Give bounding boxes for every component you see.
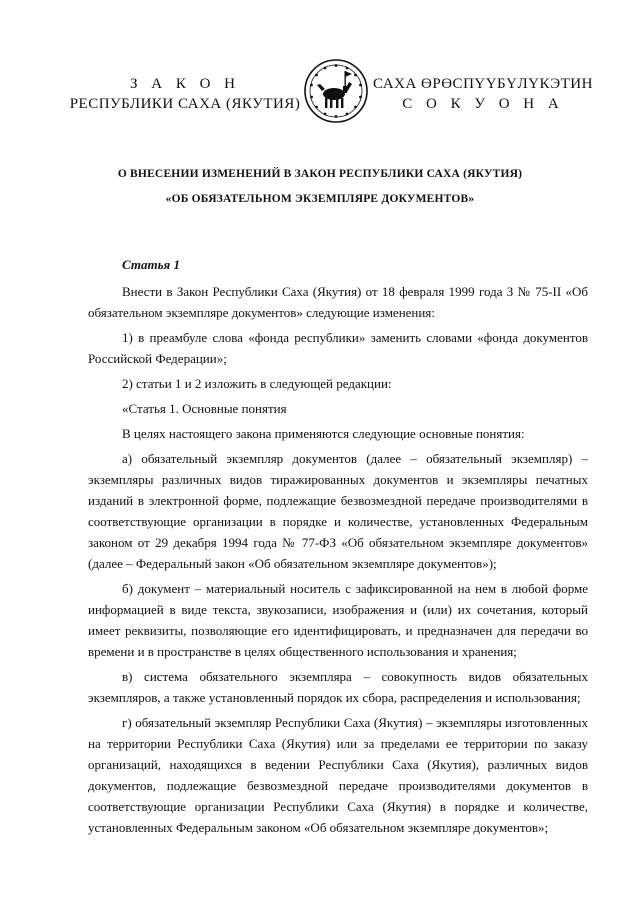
- coat-of-arms-icon: [303, 58, 369, 124]
- header-right: [368, 74, 598, 114]
- header-republic-name: РЕСПУБЛИКИ САХА (ЯКУТИЯ): [69, 96, 301, 112]
- paragraph: В целях настоящего закона применяются следующие основные понятия:: [122, 426, 525, 441]
- paragraph: б) документ – материальный носитель с зафиксированной на нем в любой форме информацией в виде текста, звукозаписи, изображения и (или) их сочетания, который имеет реквизиты, позволяющие его идентифицировать, и предназначен для передачи во времени и в пространстве в целях общественного использования и хранения;: [88, 581, 588, 659]
- paragraph: г) обязательный экземпляр Республики Саха (Якутия) – экземпляры изготовленных на территории Республики Саха (Якутия) или за пределами ее территории по заказу организаций, находящихся в ведении Республики Саха (Якутия), различных видов документов, подлежащие безвозмездной передаче производителями документов в соответствующие организации Республики Саха (Якутия) в порядке и количестве, установленных Федеральным законом «Об обязательном экземпляре документов»;: [88, 715, 588, 835]
- paragraph: «Статья 1. Основные понятия: [122, 401, 287, 416]
- document-title: О ВНЕСЕНИИ ИЗМЕНЕНИЙ В ЗАКОН РЕСПУБЛИКИ САХА (ЯКУТИЯ): [117, 168, 523, 180]
- paragraph: в) система обязательного экземпляра – совокупность видов обязательных экземпляров, а также установленный порядок их сбора, распределения и использования;: [88, 669, 588, 705]
- document-title-law-name: «ОБ ОБЯЗАТЕЛЬНОМ ЭКЗЕМПЛЯРЕ ДОКУМЕНТОВ»: [165, 193, 475, 205]
- header-republic-name-yakut: САХА ӨРӨСПҮҮБҮЛҮКЭТИН: [373, 76, 593, 92]
- header-law-word: З А К О Н: [129, 76, 241, 92]
- header-left: [60, 74, 310, 114]
- header-law-word-yakut: С О К У О Н А: [402, 96, 564, 112]
- paragraph: Внести в Закон Республики Саха (Якутия) от 18 февраля 1999 года З № 75-II «Об обязательном экземпляре документов» следующие изменения:: [88, 284, 588, 320]
- paragraph: 1) в преамбуле слова «фонда республики» заменить словами «фонда документов Российской Федерации»;: [88, 330, 588, 366]
- document-body: [88, 254, 588, 842]
- paragraph: а) обязательный экземпляр документов (далее – обязательный экземпляр) – экземпляры различных видов тиражированных документов и экземпляры печатных изданий в электронной форме, подлежащие безвозмездной передаче производителями в соответствующие организации в порядке и количестве, установленных Федеральным законом от 29 декабря 1994 года № 77-ФЗ «Об обязательном экземпляре документов» (далее – Федеральный закон «Об обязательном экземпляре документов»);: [88, 451, 588, 571]
- article-heading: Статья 1: [122, 257, 180, 272]
- paragraph: 2) статьи 1 и 2 изложить в следующей редакции:: [122, 376, 392, 391]
